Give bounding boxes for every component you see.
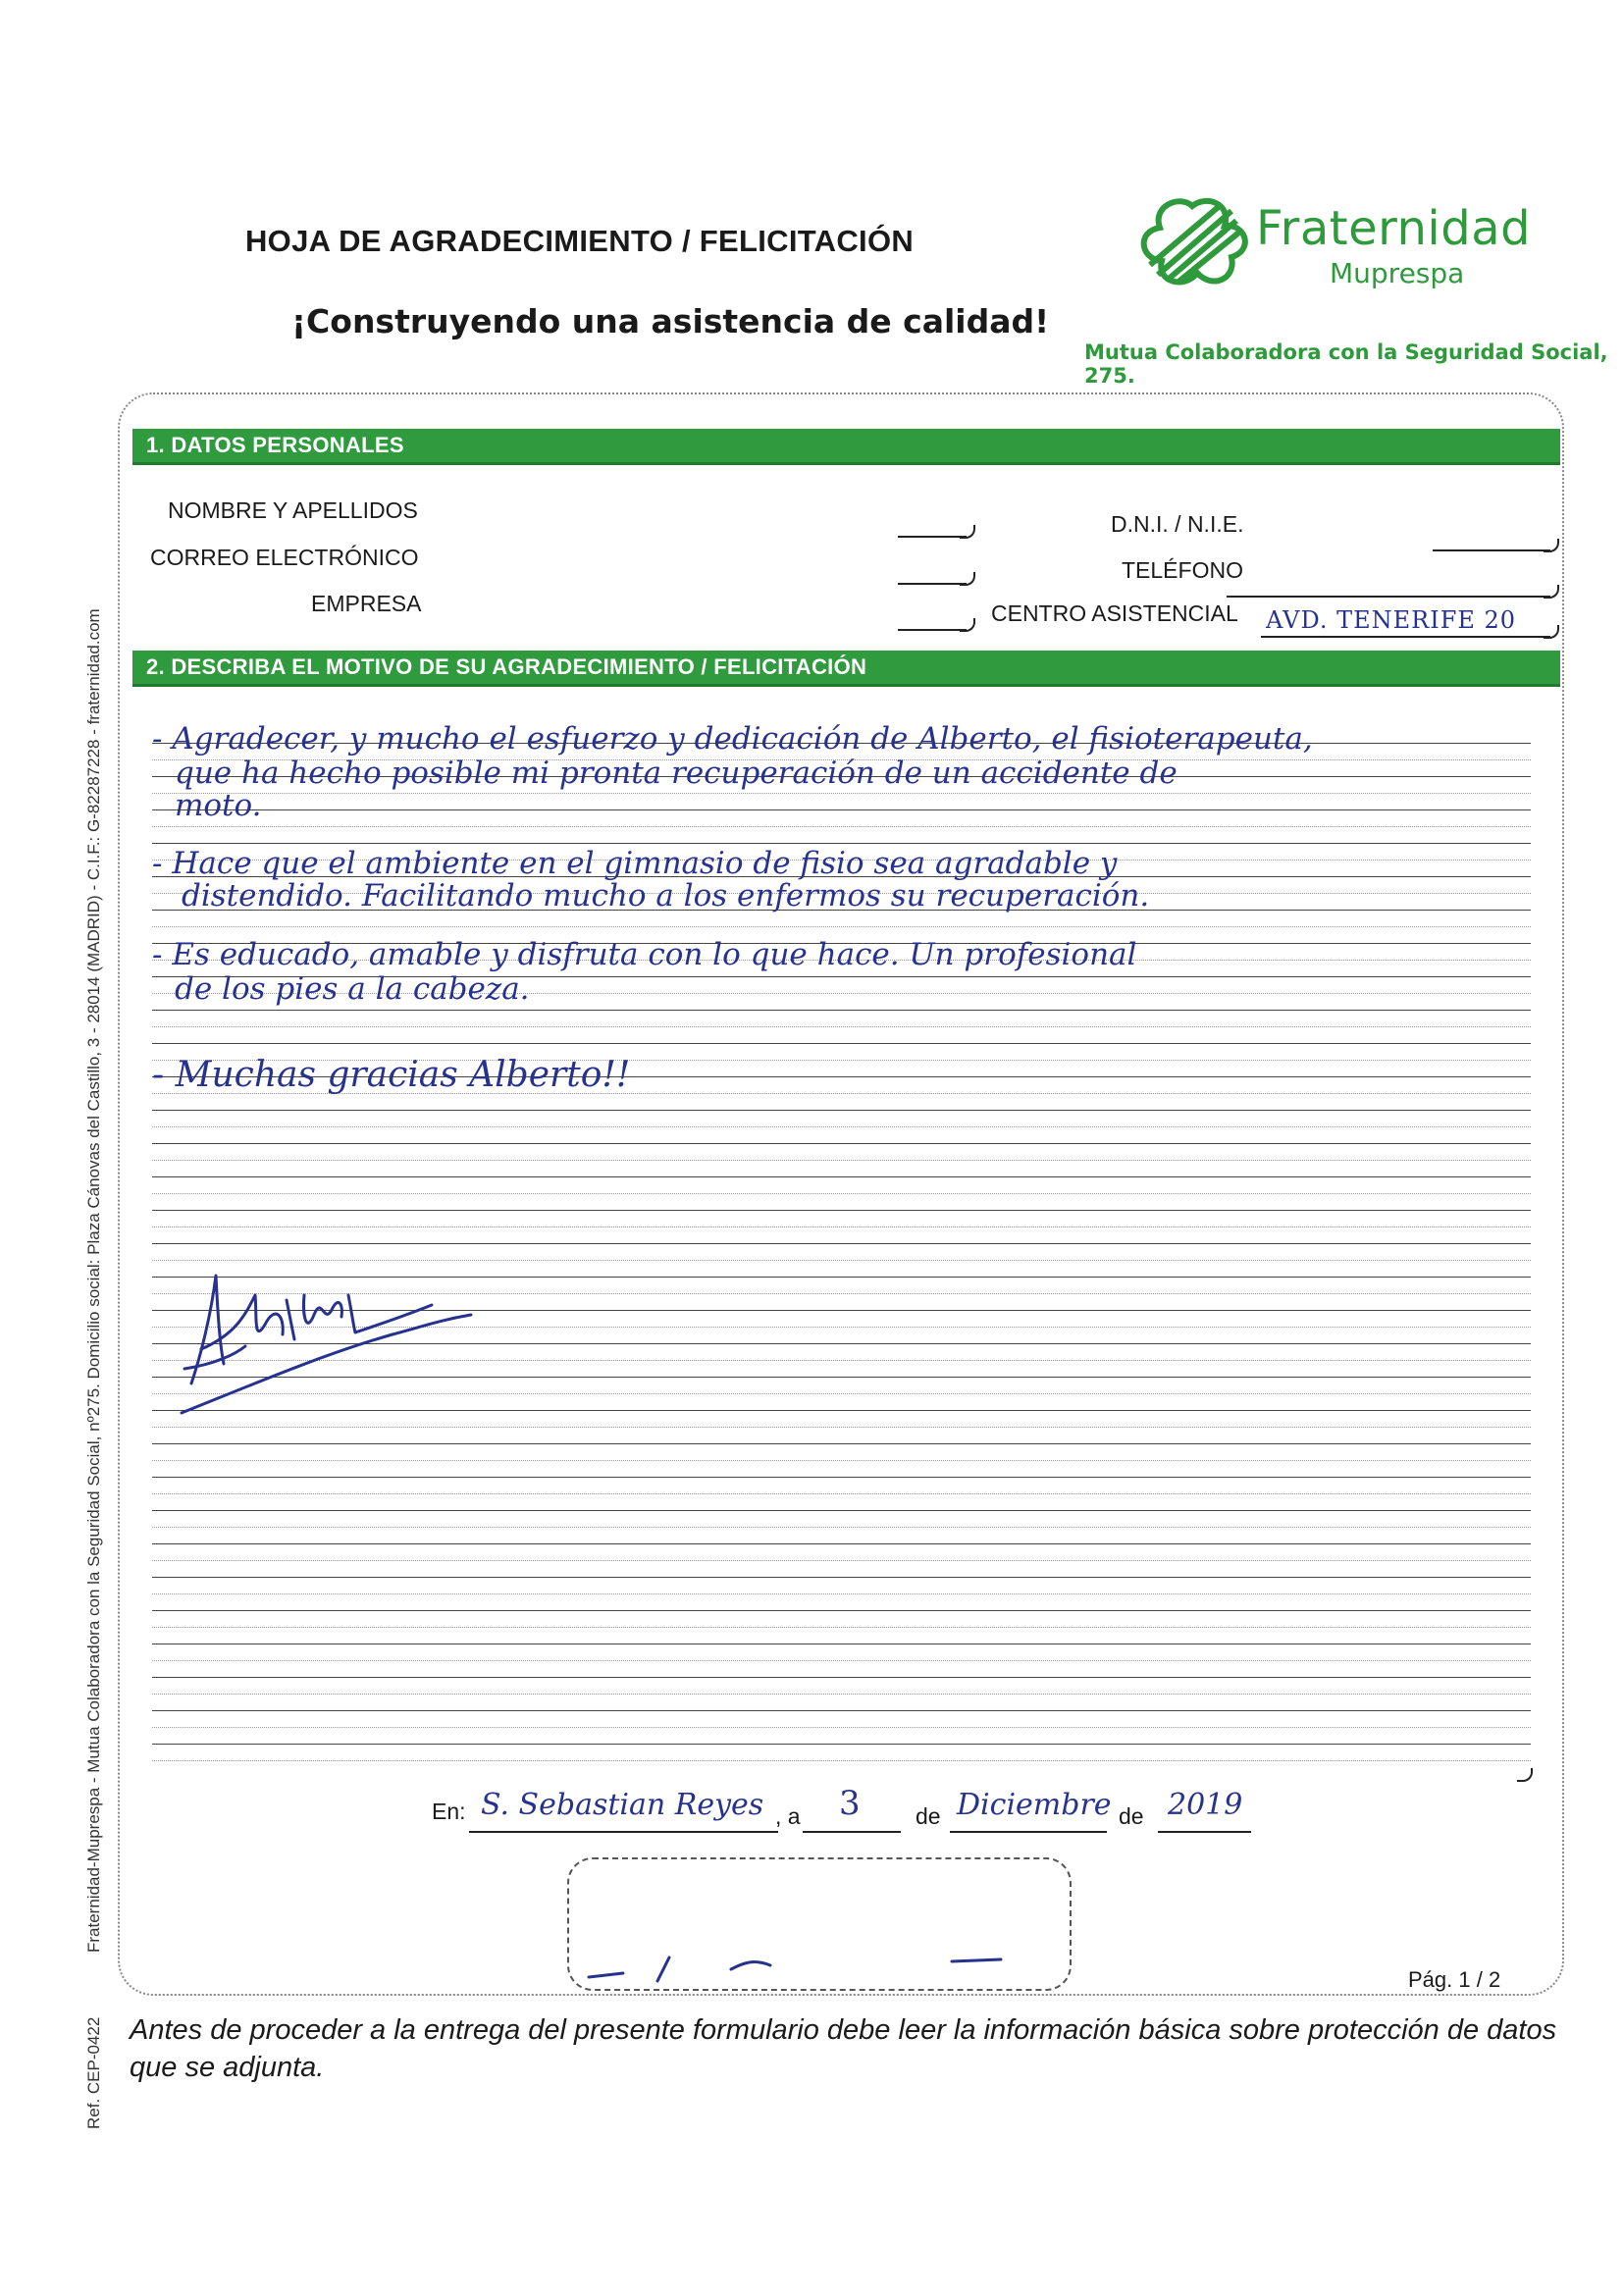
ruled-line: [152, 1677, 1531, 1678]
ruled-line: [152, 1577, 1531, 1578]
centro-value: AVD. TENERIFE 20: [1266, 606, 1517, 634]
privacy-notice: Antes de proceder a la entrega del presente formulario debe leer la información básica sobre protección de datos que se adjunta.: [130, 2014, 1557, 2083]
empresa-field[interactable]: [898, 629, 967, 631]
dni-label: D.N.I. / N.I.E.: [1111, 511, 1244, 537]
en-label: En:: [432, 1799, 466, 1824]
clover-logo-icon: [1138, 196, 1251, 289]
ruled-line-dotted: [152, 1527, 1531, 1528]
ruled-line-dotted: [152, 926, 1531, 927]
ruled-line: [152, 843, 1531, 844]
empresa-label: EMPRESA: [311, 591, 422, 616]
ruled-line-dotted: [152, 793, 1531, 794]
day-field[interactable]: [803, 1831, 901, 1833]
telefono-label: TELÉFONO: [1122, 557, 1243, 583]
ruled-line-dotted: [152, 1560, 1531, 1561]
ruled-line-dotted: [152, 1660, 1531, 1661]
section1-header: [132, 429, 1560, 465]
year-value: 2019: [1168, 1788, 1243, 1822]
ruled-line-dotted: [152, 1193, 1531, 1194]
ruled-line-dotted: [152, 1627, 1531, 1628]
brand-name: Fraternidad: [1256, 201, 1532, 256]
de1-label: de: [916, 1803, 941, 1829]
ruled-line: [152, 1477, 1531, 1478]
nombre-field[interactable]: [898, 536, 967, 538]
section2-heading: 2. DESCRIBA EL MOTIVO DE SU AGRADECIMIENTO / FELICITACIÓN: [146, 654, 867, 679]
page-number: Pág. 1 / 2: [1408, 1967, 1501, 1992]
ruled-line: [152, 809, 1531, 810]
brand-sub: Muprespa: [1330, 257, 1465, 289]
place-value: S. Sebastian Reyes: [481, 1788, 764, 1822]
handwritten-signature: [177, 1256, 540, 1433]
ruled-line-dotted: [152, 1026, 1531, 1027]
day-value: 3: [839, 1784, 861, 1823]
ruled-line-dotted: [152, 1593, 1531, 1594]
ruled-line-dotted: [152, 1160, 1531, 1161]
telefono-field[interactable]: [1227, 596, 1550, 598]
ruled-line-dotted: [152, 1126, 1531, 1127]
dni-field[interactable]: [1433, 549, 1550, 551]
message-line-7: de los pies a la cabeza.: [175, 971, 530, 1007]
mutua-caption: Mutua Colaboradora con la Seguridad Social, 275.: [1084, 340, 1608, 388]
centro-label: CENTRO ASISTENCIAL: [991, 600, 1238, 626]
ruled-line: [152, 1176, 1531, 1177]
ruled-line: [152, 1010, 1531, 1011]
ruled-line-dotted: [152, 1694, 1531, 1695]
ruled-line: [152, 1710, 1531, 1711]
message-line-2: que ha hecho posible mi pronta recuperación de un accidente de: [175, 756, 1178, 791]
ruled-line: [152, 1543, 1531, 1544]
year-field[interactable]: [1158, 1831, 1251, 1833]
ruled-line: [152, 1443, 1531, 1444]
place-field[interactable]: [469, 1831, 778, 1833]
legal-side-text: Fraternidad-Muprespa - Mutua Colaboradora con la Seguridad Social, nº275. Domicilio social: Plaza Cánovas del Castillo, 3 - 28014 (MADRID) - C.I.F.: G-82287228 - fraternidad.com: [84, 608, 103, 1953]
ruled-line: [152, 1210, 1531, 1211]
ruled-line: [152, 1510, 1531, 1511]
correo-field[interactable]: [898, 583, 967, 585]
de2-label: de: [1119, 1803, 1144, 1829]
stamp-marks: [579, 1938, 1030, 1997]
message-line-3: moto.: [175, 788, 262, 823]
message-line-5: distendido. Facilitando mucho a los enfermos su recuperación.: [182, 878, 1150, 913]
ruled-line: [152, 1744, 1531, 1745]
section2-header: [132, 651, 1560, 687]
message-line-8: - Muchas gracias Alberto!!: [152, 1055, 631, 1095]
ruled-line: [152, 1243, 1531, 1244]
ruled-line: [152, 1043, 1531, 1044]
message-line-1: - Agradecer, y mucho el esfuerzo y dedicación de Alberto, el fisioterapeuta,: [152, 721, 1313, 757]
form-title: HOJA DE AGRADECIMIENTO / FELICITACIÓN: [245, 224, 915, 258]
correo-label: CORREO ELECTRÓNICO: [150, 545, 419, 570]
month-field[interactable]: [950, 1831, 1107, 1833]
ruled-line: [152, 1110, 1531, 1111]
ruled-line: [152, 1143, 1531, 1144]
form-subtitle: ¡Construyendo una asistencia de calidad!: [291, 302, 1050, 340]
month-value: Diciembre: [957, 1788, 1112, 1822]
ruled-line-dotted: [152, 826, 1531, 827]
centro-field[interactable]: [1261, 636, 1550, 638]
ruled-line: [152, 1610, 1531, 1611]
ruled-line-dotted: [152, 1493, 1531, 1494]
ruled-line-dotted: [152, 1760, 1531, 1761]
ruled-line-dotted: [152, 1460, 1531, 1461]
section1-heading: 1. DATOS PERSONALES: [146, 433, 404, 457]
message-line-6: - Es educado, amable y disfruta con lo que hace. Un profesional: [152, 937, 1137, 972]
ref-code: Ref. CEP-0422: [84, 2016, 103, 2129]
nombre-label: NOMBRE Y APELLIDOS: [168, 497, 418, 523]
ruled-line-dotted: [152, 1226, 1531, 1227]
message-line-4: - Hace que el ambiente en el gimnasio de fisio sea agradable y: [152, 846, 1118, 881]
ruled-line-dotted: [152, 1727, 1531, 1728]
a-label: , a: [775, 1803, 801, 1829]
